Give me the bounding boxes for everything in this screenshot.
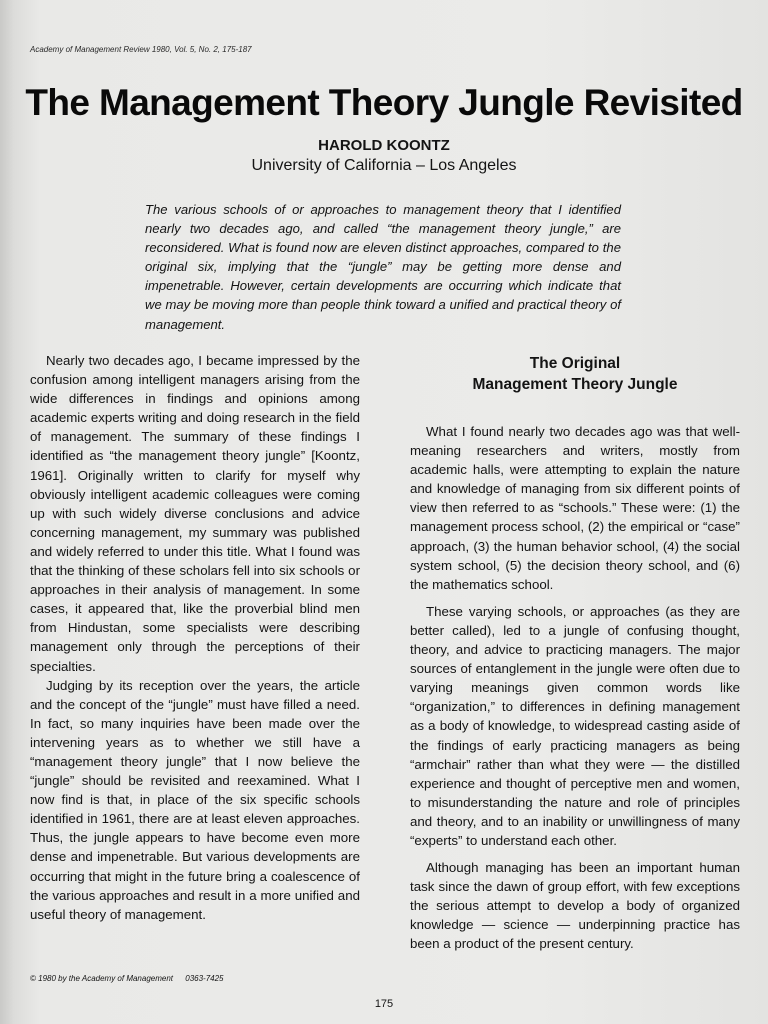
body-paragraph: What I found nearly two decades ago was that well-meaning researchers and writers, mostly from academic halls, were attempting to explain the nature and knowledge of managing from six different points of view then referred to as “schools.” These were: (1) the management process school, (2) the empirical or “case” approach, (3) the human behavior school, (4) the social system school, (5) the decision theory school, and (6) the mathematics school. [410, 424, 740, 592]
right-column [410, 422, 740, 962]
body-paragraph: Judging by its reception over the years, the article and the concept of the “jungle” must have filled a need. In fact, so many inquiries have been made over the intervening years as to whether we still have a “management theory jungle” that I now believe the “jungle” should be revisited and reexamined. What I now find is that, in place of the six specific schools identified in 1961, there are at least eleven approaches. Thus, the jungle appears to have become even more dense and impenetrable. But various developments are occurring that might in the future bring a coalescence of the various approaches and result in a more unified and useful theory of management. [30, 677, 360, 922]
abstract: The various schools of or approaches to management theory that I identified nearly two decades ago, and called “the management theory jungle,” are reconsidered. What is found now are eleven distinct approaches, compared to the original six, implying that the “jungle” may be getting more dense and impenetrable. However, certain developments are occurring which indicate that we may be moving more than people think toward a unified and practical theory of management. [145, 202, 621, 332]
section-heading-line: The Original [529, 355, 621, 372]
page-number: 175 [374, 998, 394, 1010]
section-heading-line: Management Theory Jungle [472, 376, 678, 393]
copyright-text: © 1980 by the Academy of Management [30, 974, 174, 983]
author-name: HAROLD KOONTZ [318, 137, 450, 154]
body-paragraph: Although managing has been an important human task since the dawn of group effort, with few exceptions the serious attempt to develop a body of organized knowledge — science — underpinning practice has been a product of the present century. [410, 860, 740, 952]
left-column [30, 351, 360, 924]
copyright-notice [30, 974, 224, 983]
body-paragraph: These varying schools, or approaches (as they are better called), led to a jungle of confusing thought, theory, and advice to practicing managers. The major sources of entanglement in the jungle were often due to varying meanings given common words like “organization,” to differences in defining management as a body of knowledge, to widespread casting aside of the findings of early practicing managers as being “armchair” rather than what they were — the distilled experience and thought of perceptive men and women, to misunderstanding the nature and role of principles and theory, and to an inability or unwillingness of many “experts” to understand each other. [410, 603, 740, 848]
author-affiliation: University of California – Los Angeles [251, 157, 517, 174]
journal-citation: Academy of Management Review 1980, Vol. 5, No. 2, 175-187 [30, 45, 252, 54]
section-heading [410, 353, 740, 395]
body-paragraph: Nearly two decades ago, I became impressed by the confusion among intelligent managers arising from the wide differences in findings and opinions among academic experts writing and doing research in the field of management. The summary of these findings I identified as “the management theory jungle” [Koontz, 1961]. Originally written to clarify for myself why obviously intelligent academic colleagues were coming up with such widely diverse conclusions and advice concerning management, my summary was published and widely referred to under this title. What I found was that the thinking of these scholars fell into six schools or approaches in their analysis of management. In some cases, it appeared that, like the proverbial blind men from Hindustan, some specialists were describing management only through the perceptions of their specialties. [30, 353, 360, 674]
issn-number: 0363-7425 [185, 974, 224, 983]
article-title: The Management Theory Jungle Revisited [25, 82, 743, 123]
